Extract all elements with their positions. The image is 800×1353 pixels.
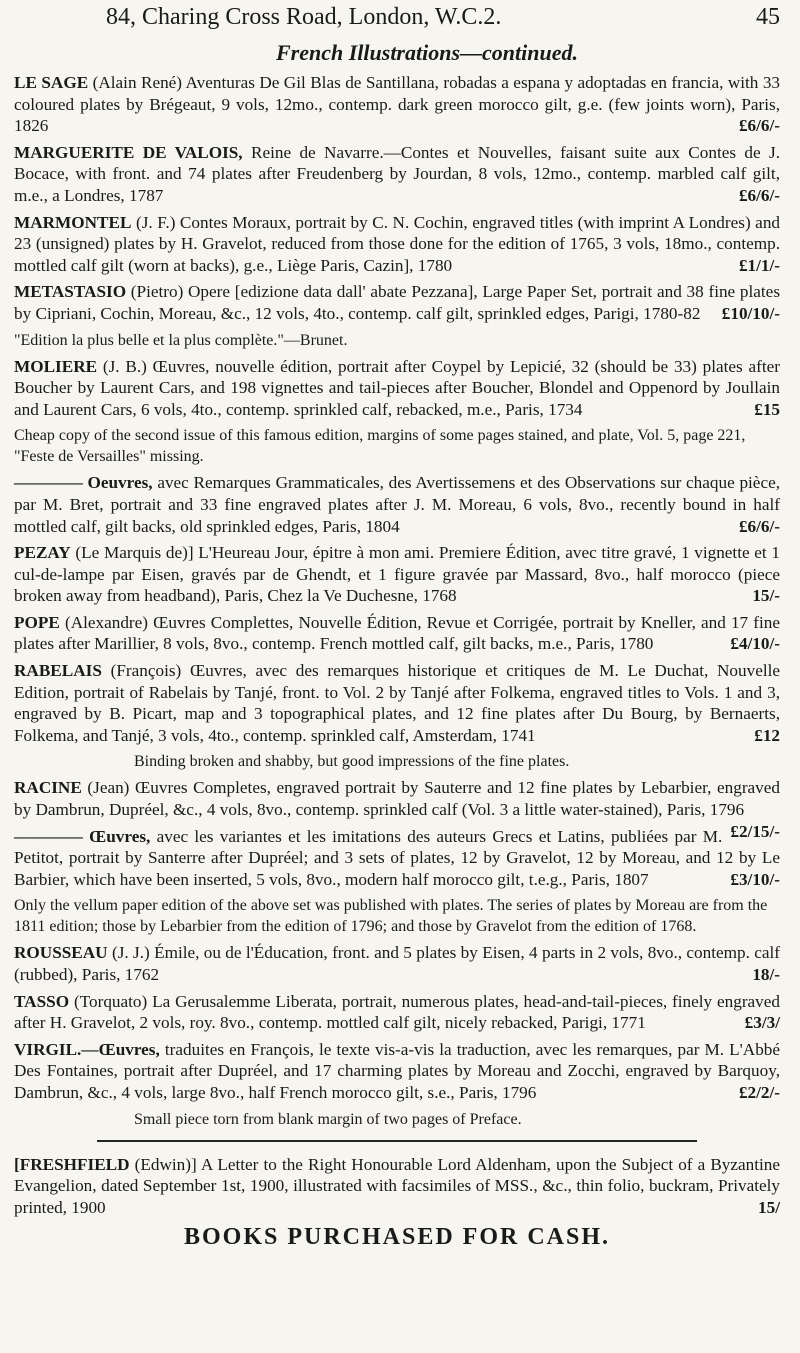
entry-heading: ———— Oeuvres, <box>14 473 153 493</box>
entry-note: Binding broken and shabby, but good impressions of the fine plates. <box>134 753 570 771</box>
page-number: 45 <box>756 4 780 30</box>
entry-note: Small piece torn from blank margin of two pages of Preface. <box>134 1110 522 1128</box>
catalogue-entry <box>14 142 780 207</box>
catalogue-entry <box>14 356 780 421</box>
entry-price: £6/6/- <box>738 516 780 536</box>
entry-price: £6/6/- <box>738 116 780 136</box>
catalogue-entry <box>14 612 780 655</box>
entry-description: (Torquato) La Gerusalemme Liberata, portrait, numerous plates, head-and-tail-pieces, finely engraved after H. Gravelot, 2 vols, roy. 8vo., contemp. mottled calf gilt, nicely rebacked, Parigi, 1771 <box>14 991 781 1033</box>
page-header <box>14 0 780 40</box>
entry-description: (François) Œuvres, avec des remarques historique et critiques de M. Le Duchat, Nouvelle Edition, portrait of Rabelais by Tanjé, front. to Vol. 2 by Tanjé after Folkema, engraved titles to Vols. 1 and 3, engraved by B. Picart, map and 3 topographical plates, and 12 fine plates after Du Bourg, by Bernaerts, Folkema, and Tanjé, 3 vols, 4to., contemp. sprinkled calf, Amsterdam, 1741 <box>14 661 780 745</box>
page-footer: BOOKS PURCHASED FOR CASH. <box>183 1224 611 1251</box>
entry-price: 15/- <box>752 586 780 606</box>
entry-description: (Le Marquis de)] L'Heureau Jour, épitre à mon ami. Premiere Édition, avec titre gravé, 1 vignette et 1 cul-de-lampe par Eisen, gravés par de Ghendt, et 1 figure gravée par Massard, 8vo., half morocco (piece broken away from headband), Paris, Chez la Ve Duchesne, 1768 <box>14 543 781 606</box>
entry-heading: METASTASIO <box>14 282 127 302</box>
entry-description: (Alain René) Aventuras De Gil Blas de Santillana, robadas a espana y adoptadas en francia, with 33 coloured plates by Brégeaut, 9 vols, 12mo., contemp. dark green morocco gilt, g.e. (few joints worn), Paris, 1826 <box>14 73 781 136</box>
catalogue-entry <box>14 826 780 891</box>
entry-description: avec Remarques Grammaticales, des Avertissemens et des Observations sur chaque pièce, par M. Bret, portrait and 33 fine engraved plates after J. M. Moreau, 6 vols, 8vo., recently bound in half mottled calf, gilt backs, old sprinkled edges, Paris, 1804 <box>14 473 780 536</box>
section-divider <box>97 1140 697 1142</box>
entry-description: (J. B.) Œuvres, nouvelle édition, portrait after Coypel by Lepicié, 32 (should be 33) plates after Boucher by Laurent Cars, and 198 vignettes and tail-pieces after Boucher, Blondel and Oppenord by Joullain and Laurent Cars, 6 vols, 4to., contemp. sprinkled calf, rebacked, m.e., Paris, 1734 <box>14 356 780 419</box>
entry-heading: LE SAGE <box>14 73 89 92</box>
entry-description: (Jean) Œuvres Completes, engraved portrait by Sauterre and 12 fine plates by Lebarbier, engraved by Dambrun, Dupréel, &c., 4 vols, 8vo., contemp. sprinkled calf (Vol. 3 a little water-stained), Paris, 1796 <box>14 778 780 820</box>
catalogue-entry <box>14 1039 780 1104</box>
catalogue-entry <box>14 777 780 841</box>
entry-heading: MOLIERE <box>14 356 98 376</box>
catalogue-entry <box>14 660 780 746</box>
entry-note: Only the vellum paper edition of the above set was published with plates. The series of plates by Moreau are from the 1811 edition; those by Lebarbier from the edition of 1796; and those by Gravelot from the edition of 1768. <box>14 897 768 936</box>
header-address: 84, Charing Cross Road, London, W.C.2. <box>106 4 502 30</box>
catalogue-entry <box>14 212 780 277</box>
entry-heading: VIRGIL.—Œuvres, <box>14 1039 160 1059</box>
entry-description: (Pietro) Opere [edizione data dall' abate Pezzana], Large Paper Set, portrait and 38 fine plates by Cipriani, Cochin, Moreau, &c., 12 vols, 4to., contemp. calf gilt, sprinkled edges, Parigi, 1780-82 <box>14 282 781 323</box>
catalogue-entry <box>14 1154 780 1219</box>
entry-price: £6/6/- <box>738 185 780 205</box>
entry-price: 18/- <box>752 965 780 984</box>
entry-price: £3/10/- <box>730 869 780 889</box>
entry-heading: ROUSSEAU <box>14 943 108 963</box>
entry-note: "Edition la plus belle et la plus complète."—Brunet. <box>14 331 348 349</box>
catalogue-entry <box>14 281 780 324</box>
entry-heading: TASSO <box>14 991 70 1011</box>
entry-description: traduites en François, le texte vis-a-vis la traduction, avec les remarques, par M. L'Abbé Des Fontaines, portrait after Dupréel, and 17 charming plates by Moreau and Zocchi, engraved by Barquoy, Dambrun, &c., 4 vols, large 8vo., half French morocco gilt, s.e., Paris, 1796 <box>14 1039 781 1102</box>
entry-heading: ———— Œuvres, <box>14 826 151 846</box>
entry-price: 15/ <box>758 1197 780 1217</box>
catalogue-entry <box>14 72 780 137</box>
entry-heading: PEZAY <box>14 543 71 563</box>
entry-price: £10/10/- <box>721 303 780 323</box>
entry-price: £1/1/- <box>738 255 780 275</box>
entry-note: Cheap copy of the second issue of this famous edition, margins of some pages stained, and plate, Vol. 5, page 221, "Feste de Versailles" missing. <box>14 427 746 466</box>
catalogue-entry <box>14 942 780 985</box>
entry-price: £2/15/- <box>730 821 780 841</box>
entry-price: £12 <box>754 725 780 745</box>
entry-heading: MARGUERITE DE VALOIS, <box>14 142 243 162</box>
entry-price: £3/3/ <box>744 1013 780 1033</box>
entry-price: £2/2/- <box>738 1082 780 1102</box>
catalogue-entry <box>14 542 780 607</box>
entry-heading: MARMONTEL <box>14 212 132 232</box>
entry-heading: POPE <box>14 612 60 632</box>
entry-description: (J. F.) Contes Moraux, portrait by C. N. Cochin, engraved titles (with imprint A Londres) and 23 (unsigned) plates by H. Gravelot, reduced from those done for the edition of 1765, 3 vols, 18mo., contemp. mottled calf gilt (worn at backs), g.e., Liège Paris, Cazin], 1780 <box>14 212 781 275</box>
entry-description: (Edwin)] A Letter to the Right Honourable Lord Aldenham, upon the Subject of a Byzantine Evangelion, dated September 1st, 1900, illustrated with facsimiles of MSS., &c., thin folio, buckram, Privately printed, 1900 <box>14 1154 781 1217</box>
entry-heading: RABELAIS <box>14 661 102 681</box>
catalogue-entry <box>14 472 780 537</box>
catalogue-entry <box>14 991 780 1034</box>
entry-description: avec les variantes et les imitations des auteurs Grecs et Latins, publiées par M. Petitot, portrait by Santerre after Dupréel; and 3 sets of plates, 12 by Gravelot, 12 by Moreau, and 12 by Le Barbier, which have been inserted, 5 vols, 8vo., modern half morocco gilt, t.e.g., Paris, 1807 <box>14 826 780 889</box>
entry-price: £15 <box>754 399 780 419</box>
entry-price: £4/10/- <box>730 634 780 654</box>
entry-description: Reine de Navarre.—Contes et Nouvelles, faisant suite aux Contes de J. Bocace, with front. and 74 plates after Freudenberg by Jourdan, 8 vols, 12mo., contemp. marbled calf gilt, m.e., a Londres, 1787 <box>14 142 780 205</box>
entry-description: (J. J.) Émile, ou de l'Éducation, front. and 5 plates by Eisen, 4 parts in 2 vols, 8vo., contemp. calf (rubbed), Paris, 1762 <box>14 943 780 984</box>
entry-heading: [FRESHFIELD <box>14 1154 130 1174</box>
entry-heading: RACINE <box>14 778 82 798</box>
catalogue-entries <box>14 72 780 1218</box>
section-subtitle: French Illustrations—continued. <box>276 40 578 65</box>
entry-description: (Alexandre) Œuvres Complettes, Nouvelle Édition, Revue et Corrigée, portrait by Kneller, and 17 fine plates after Marillier, 8 vols, 8vo., contemp. French mottled calf, gilt backs, m.e., Paris, 1780 <box>14 612 780 654</box>
